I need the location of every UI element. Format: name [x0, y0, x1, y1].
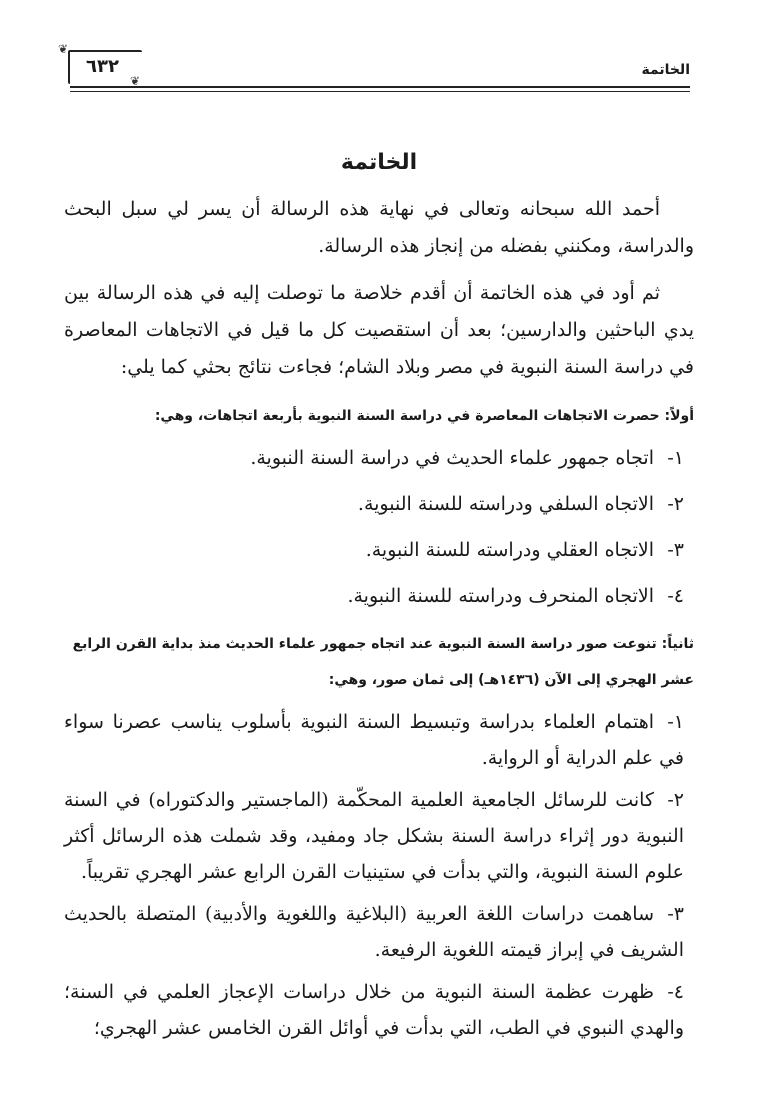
list-item [64, 440, 694, 476]
list-item [64, 578, 694, 614]
list-item-text: كانت للرسائل الجامعية العلمية المحكّمة (الماجستير والدكتوراه) في السنة النبوية دور إثراء دراسة السنة بشكل جاد ومفيد، وقد شملت هذه الرسائل أكثر علوم السنة النبوية، والتي بدأت في ستينيات القرن الرابع عشر الهجري تقريباً. [64, 789, 684, 883]
running-title: الخاتمة [641, 62, 690, 78]
flourish-ornament-icon: ❦ [58, 42, 69, 56]
section-heading: أولاً: حصرت الاتجاهات المعاصرة في دراسة السنة النبوية بأربعة اتجاهات، وهي: [154, 408, 694, 424]
list-item [64, 532, 694, 568]
list-item [64, 486, 694, 522]
header-rule [70, 86, 690, 88]
list-item-number: ٣- [667, 539, 684, 561]
paragraph: ثم أود في هذه الخاتمة أن أقدم خلاصة ما توصلت إليه في هذه الرسالة بين يدي الباحثين والدارسين؛ بعد أن استقصيت كل ما قيل في الاتجاهات المعاصرة في دراسة السنة النبوية في مصر وبلاد الشام؛ فجاءت نتائج بحثي كما يلي: [64, 282, 694, 378]
list-item [64, 896, 694, 968]
list-item-text: اهتمام العلماء بدراسة وتبسيط السنة النبوية بأسلوب يناسب عصرنا سواء في علم الدراية أو الرواية. [64, 711, 684, 769]
list-item [64, 974, 694, 1046]
list-item [64, 704, 694, 776]
list-item-text: اتجاه جمهور علماء الحديث في دراسة السنة النبوية. [250, 447, 654, 469]
list-item-text: ظهرت عظمة السنة النبوية من خلال دراسات الإعجاز العلمي في السنة؛ والهدي النبوي في الطب، التي بدأت في أوائل القرن الخامس عشر الهجري؛ [64, 981, 684, 1039]
list-item-text: ساهمت دراسات اللغة العربية (البلاغية واللغوية والأدبية) المتصلة بالحديث الشريف في إبراز قيمته اللغوية الرفيعة. [64, 903, 684, 961]
page-number: ٦٣٢ [86, 56, 119, 77]
header-rule-thin [70, 91, 690, 92]
list-item [64, 782, 694, 890]
trends-list [64, 440, 694, 614]
list-item-text: الاتجاه السلفي ودراسته للسنة النبوية. [357, 493, 654, 515]
list-item-number: ١- [667, 711, 684, 733]
section-heading: ثانياً: تنوعت صور دراسة السنة النبوية عند اتجاه جمهور علماء الحديث منذ بداية القرن الرابع عشر الهجري إلى الآن (١٤٣٦هـ) إلى ثمان صور، وهي: [72, 636, 694, 688]
list-item-text: الاتجاه المنحرف ودراسته للسنة النبوية. [347, 585, 654, 607]
list-item-number: ٢- [667, 789, 684, 811]
list-item-number: ٤- [667, 585, 684, 607]
paragraph: أحمد الله سبحانه وتعالى في نهاية هذه الرسالة أن يسر لي سبل البحث والدراسة، ومكنني بفضله من إنجاز هذه الرسالة. [64, 198, 694, 257]
list-item-number: ٣- [667, 903, 684, 925]
list-item-number: ١- [667, 447, 684, 469]
list-item-number: ٢- [667, 493, 684, 515]
list-item-text: الاتجاه العقلي ودراسته للسنة النبوية. [365, 539, 654, 561]
page-header [58, 42, 690, 92]
list-item-number: ٤- [667, 981, 684, 1003]
flourish-ornament-icon: ❦ [130, 74, 141, 88]
forms-list [64, 704, 694, 1046]
page-content [64, 150, 694, 1052]
chapter-title: الخاتمة [340, 150, 418, 175]
